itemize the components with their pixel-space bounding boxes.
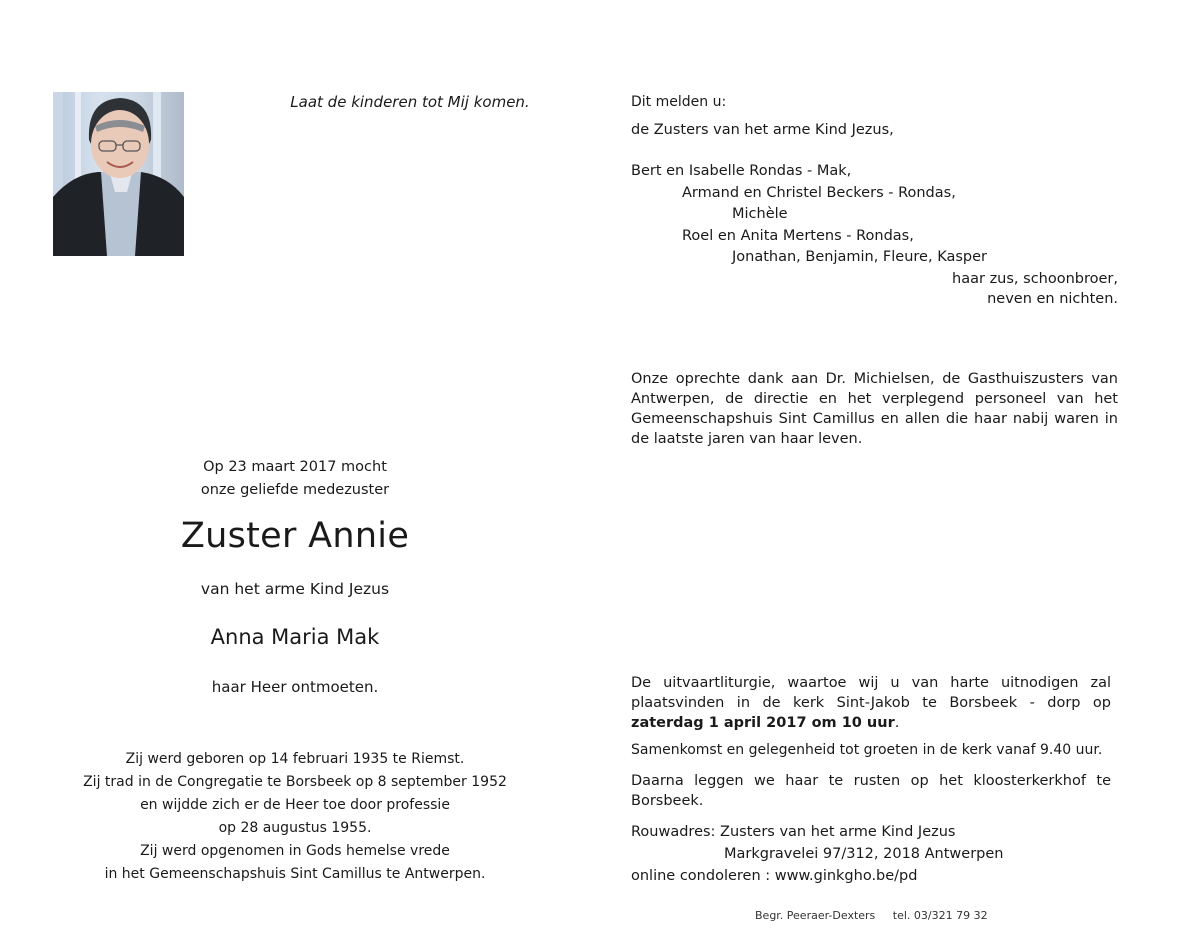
biography-line: in het Gemeenschapshuis Sint Camillus te Antwerpen. xyxy=(104,866,486,882)
online-condolences: online condoleren : www.ginkgho.be/pd xyxy=(631,868,918,884)
family-members xyxy=(631,161,1118,269)
family-member: Bert en Isabelle Rondas - Mak, xyxy=(631,163,852,179)
mourning-address-line1: Rouwadres: Zusters van het arme Kind Jezus xyxy=(631,824,956,840)
met-lord-line: haar Heer ontmoeten. xyxy=(211,678,379,696)
family-closing-line: neven en nichten. xyxy=(987,291,1118,307)
funeral-date-suffix: . xyxy=(894,715,900,731)
family-member: Roel en Anita Mertens - Rondas, xyxy=(682,227,914,244)
biography-line: Zij werd opgenomen in Gods hemelse vrede xyxy=(140,843,450,859)
sisters-line: de Zusters van het arme Kind Jezus, xyxy=(631,122,894,138)
portrait-image xyxy=(53,92,184,256)
thanks-paragraph: Onze oprechte dank aan Dr. Michielsen, de Gasthuiszusters van Antwerpen, de directie en het verplegend personeel van het Gemeenschapshuis Sint Camillus en allen die haar nabij waren in de laatste jaren van haar leven. xyxy=(631,371,1118,447)
undertaker-phone: tel. 03/321 79 32 xyxy=(892,909,988,922)
beloved-sister-line: onze geliefde medezuster xyxy=(200,482,390,498)
funeral-paragraph xyxy=(631,673,1111,733)
biography-line: Zij werd geboren op 14 februari 1935 te Riemst. xyxy=(125,751,465,767)
biography-line: Zij trad in de Congregatie te Borsbeek op 8 september 1952 xyxy=(83,774,507,790)
family-member: Jonathan, Benjamin, Fleure, Kasper xyxy=(732,249,987,265)
family-intro: Dit melden u: xyxy=(631,94,727,110)
portrait-photo xyxy=(53,92,184,256)
scripture-quote: Laat de kinderen tot Mij komen. xyxy=(290,93,530,111)
burial-paragraph: Daarna leggen we haar te rusten op het kloosterkerkhof te Borsbeek. xyxy=(631,773,1111,809)
mourning-address-line2: Markgravelei 97/312, 2018 Antwerpen xyxy=(724,846,1004,862)
congregation-name: van het arme Kind Jezus xyxy=(200,580,390,598)
undertaker-name: Begr. Peeraer-Dexters xyxy=(755,909,876,922)
biography-line: en wijdde zich er de Heer toe door professie xyxy=(140,797,450,813)
biography-line: op 28 augustus 1955. xyxy=(218,820,372,836)
family-closing-line: haar zus, schoonbroer, xyxy=(952,271,1118,287)
funeral-text: De uitvaartliturgie, waartoe wij u van harte uitnodigen zal plaatsvinden in de kerk Sint-Jakob te Borsbeek - dorp op xyxy=(631,675,1111,711)
family-member: Michèle xyxy=(732,206,788,222)
funeral-date: zaterdag 1 april 2017 om 10 uur xyxy=(631,715,895,731)
footer xyxy=(755,909,988,922)
deceased-name: Zuster Annie xyxy=(180,516,410,556)
biography xyxy=(40,748,550,886)
family-member: Armand en Christel Beckers - Rondas, xyxy=(682,184,956,201)
civil-name: Anna Maria Mak xyxy=(210,625,380,649)
death-date-line: Op 23 maart 2017 mocht xyxy=(203,459,387,475)
gathering-line: Samenkomst en gelegenheid tot groeten in de kerk vanaf 9.40 uur. xyxy=(631,742,1103,758)
family-closing xyxy=(631,269,1118,309)
